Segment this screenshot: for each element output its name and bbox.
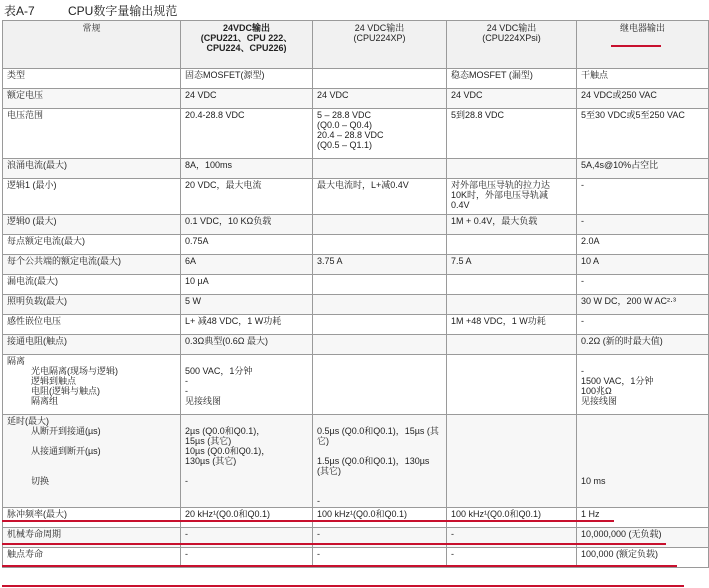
cell-c4: 100,000 (额定负载) (577, 548, 709, 568)
cell-c2: - (313, 528, 447, 548)
cell-c4: 5A,4s@10%占空比 (577, 159, 709, 179)
cell-c2: 最大电流时，L+减0.4V (313, 179, 447, 215)
cell-c3 (447, 275, 577, 295)
cell-c4: 10 ms (577, 415, 709, 508)
row-label: 延时(最大) (7, 416, 49, 426)
row-label: 脉冲频率(最大) (7, 509, 67, 519)
cpu-digital-output-spec-table (2, 20, 709, 568)
table-row (3, 235, 709, 255)
row-label-cell (3, 255, 181, 275)
row-label-cell (3, 275, 181, 295)
row-label: 每点额定电流(最大) (7, 236, 85, 246)
cell-c3 (447, 335, 577, 355)
cell-c3: - (447, 528, 577, 548)
cell-c3: 5到28.8 VDC (447, 109, 577, 159)
cell-c3 (447, 159, 577, 179)
cell-c4: - (577, 179, 709, 215)
cell-c3: 对外部电压导轨的拉力达 10K时，外部电压导轨减 0.4V (447, 179, 577, 215)
row-label-cell (3, 295, 181, 315)
table-row (3, 335, 709, 355)
row-label-cell (3, 315, 181, 335)
annotation-underline-switching (2, 520, 614, 522)
cell-c1: - (181, 528, 313, 548)
cell-c1: 2µs (Q0.0和Q0.1)， 15µs (其它) 10µs (Q0.0和Q0.1)， 130µs (其它) - (181, 415, 313, 508)
row-label: 漏电流(最大) (7, 276, 58, 286)
row-label: 电压范围 (7, 110, 44, 120)
table-header-row (3, 21, 709, 69)
cell-c1: 0.1 VDC，10 KΩ负载 (181, 215, 313, 235)
cell-c4: 5至30 VDC或5至250 VAC (577, 109, 709, 159)
header-24vdc-cpu224xpsi: 24 VDC输出 (CPU224XPsi) (447, 21, 577, 69)
row-label-cell (3, 159, 181, 179)
row-label: 照明负载(最大) (7, 296, 67, 306)
header-relay-output: 继电器输出 (577, 21, 709, 69)
cell-c4: 2.0A (577, 235, 709, 255)
table-row (3, 179, 709, 215)
cell-c2 (313, 315, 447, 335)
cell-c3 (447, 355, 577, 415)
annotation-underline-contact-life (2, 585, 684, 587)
cell-c2: - (313, 548, 447, 568)
row-sub-labels: 从断开到接通(µs) 从接通到断开(µs) 切换 (31, 426, 101, 486)
cell-c4: 10,000,000 (无负载) (577, 528, 709, 548)
cell-c4: - (577, 275, 709, 295)
cell-c1: - (181, 548, 313, 568)
row-label-cell (3, 355, 181, 415)
cell-c1: 0.75A (181, 235, 313, 255)
row-label: 额定电压 (7, 90, 44, 100)
row-label-cell (3, 69, 181, 89)
cell-c1: 6A (181, 255, 313, 275)
cell-c3 (447, 235, 577, 255)
cell-c4: 1 Hz (577, 508, 709, 528)
cell-c4: 0.2Ω (新的时最大值) (577, 335, 709, 355)
table-row (3, 69, 709, 89)
document-title: 表A-7 CPU数字量输出规范 (4, 4, 178, 18)
cell-c2: 5 – 28.8 VDC (Q0.0 – Q0.4) 20.4 – 28.8 VDC (Q0.5 – Q1.1) (313, 109, 447, 159)
row-label-cell (3, 179, 181, 215)
annotation-underline-mech-life (2, 565, 677, 567)
header-24vdc-cpu22x: 24VDC输出 (CPU221、CPU 222、 CPU224、CPU226) (181, 21, 313, 69)
cell-c1: 20.4-28.8 VDC (181, 109, 313, 159)
cell-c3: 1M + 0.4V，最大负载 (447, 215, 577, 235)
cell-c2: 0.5µs (Q0.0和Q0.1)，15µs (其它) 1.5µs (Q0.0和Q0.1)，130µs (其它) - (313, 415, 447, 508)
cell-c2: 24 VDC (313, 89, 447, 109)
cell-c4: - (577, 215, 709, 235)
cell-c1: 0.3Ω典型(0.6Ω 最大) (181, 335, 313, 355)
cell-c3: 1M +48 VDC，1 W功耗 (447, 315, 577, 335)
row-label: 逻辑1 (最小) (7, 180, 57, 190)
table-row (3, 255, 709, 275)
cell-c3: 100 kHz¹(Q0.0和Q0.1) (447, 508, 577, 528)
cell-c4: - 1500 VAC，1分钟 100兆Ω 见接线图 (577, 355, 709, 415)
cell-c4: - (577, 315, 709, 335)
cell-c2 (313, 275, 447, 295)
cell-c2: 3.75 A (313, 255, 447, 275)
cell-c1: 20 VDC，最大电流 (181, 179, 313, 215)
row-label-cell (3, 109, 181, 159)
row-label-cell (3, 415, 181, 508)
cell-c1: L+ 减48 VDC，1 W功耗 (181, 315, 313, 335)
row-label-cell (3, 215, 181, 235)
cell-c3: 24 VDC (447, 89, 577, 109)
cell-c1: 500 VAC，1分钟 - - 见接线图 (181, 355, 313, 415)
table-row (3, 109, 709, 159)
cell-c2 (313, 159, 447, 179)
cell-c2 (313, 335, 447, 355)
cell-c1: 固态MOSFET(源型) (181, 69, 313, 89)
row-label-cell (3, 89, 181, 109)
cell-c1: 5 W (181, 295, 313, 315)
cell-c1: 8A，100ms (181, 159, 313, 179)
cell-c3: - (447, 548, 577, 568)
cell-c2 (313, 215, 447, 235)
cell-c2: 100 kHz¹(Q0.0和Q0.1) (313, 508, 447, 528)
cell-c3 (447, 295, 577, 315)
cell-c3 (447, 415, 577, 508)
cell-c1: 24 VDC (181, 89, 313, 109)
cell-c1: 20 kHz¹(Q0.0和Q0.1) (181, 508, 313, 528)
cell-c4: 10 A (577, 255, 709, 275)
header-24vdc-cpu224xp: 24 VDC输出 (CPU224XP) (313, 21, 447, 69)
annotation-underline-relay (611, 45, 661, 47)
cell-c1: 10 µA (181, 275, 313, 295)
row-label: 机械寿命周期 (7, 529, 62, 539)
row-label-cell (3, 235, 181, 255)
cell-c2 (313, 355, 447, 415)
cell-c2 (313, 69, 447, 89)
cell-c4: 24 VDC或250 VAC (577, 89, 709, 109)
cell-c4: 干触点 (577, 69, 709, 89)
row-label: 隔离 (7, 356, 26, 366)
cell-c2 (313, 295, 447, 315)
table-row (3, 415, 709, 508)
cell-c2 (313, 235, 447, 255)
annotation-underline-pulse (2, 543, 666, 545)
row-label: 接通电阻(触点) (7, 336, 67, 346)
row-label: 感性嵌位电压 (7, 316, 62, 326)
row-label: 每个公共端的额定电流(最大) (7, 256, 121, 266)
cell-c3: 7.5 A (447, 255, 577, 275)
table-row (3, 89, 709, 109)
row-label: 触点寿命 (7, 549, 44, 559)
row-label-cell (3, 508, 181, 528)
table-row (3, 508, 709, 528)
row-label: 浪涌电流(最大) (7, 160, 67, 170)
table-row (3, 315, 709, 335)
table-row (3, 275, 709, 295)
cell-c4: 30 W DC，200 W AC²·³ (577, 295, 709, 315)
row-label-cell (3, 335, 181, 355)
header-general: 常规 (3, 21, 181, 69)
row-sub-labels: 光电隔离(现场与逻辑) 逻辑到触点 电阻(逻辑与触点) 隔离组 (31, 366, 118, 406)
row-label: 逻辑0 (最大) (7, 216, 57, 226)
table-row (3, 355, 709, 415)
table-row (3, 215, 709, 235)
table-body (3, 69, 709, 568)
row-label: 类型 (7, 70, 26, 80)
cell-c3: 稳态MOSFET (漏型) (447, 69, 577, 89)
table-row (3, 159, 709, 179)
table-row (3, 295, 709, 315)
